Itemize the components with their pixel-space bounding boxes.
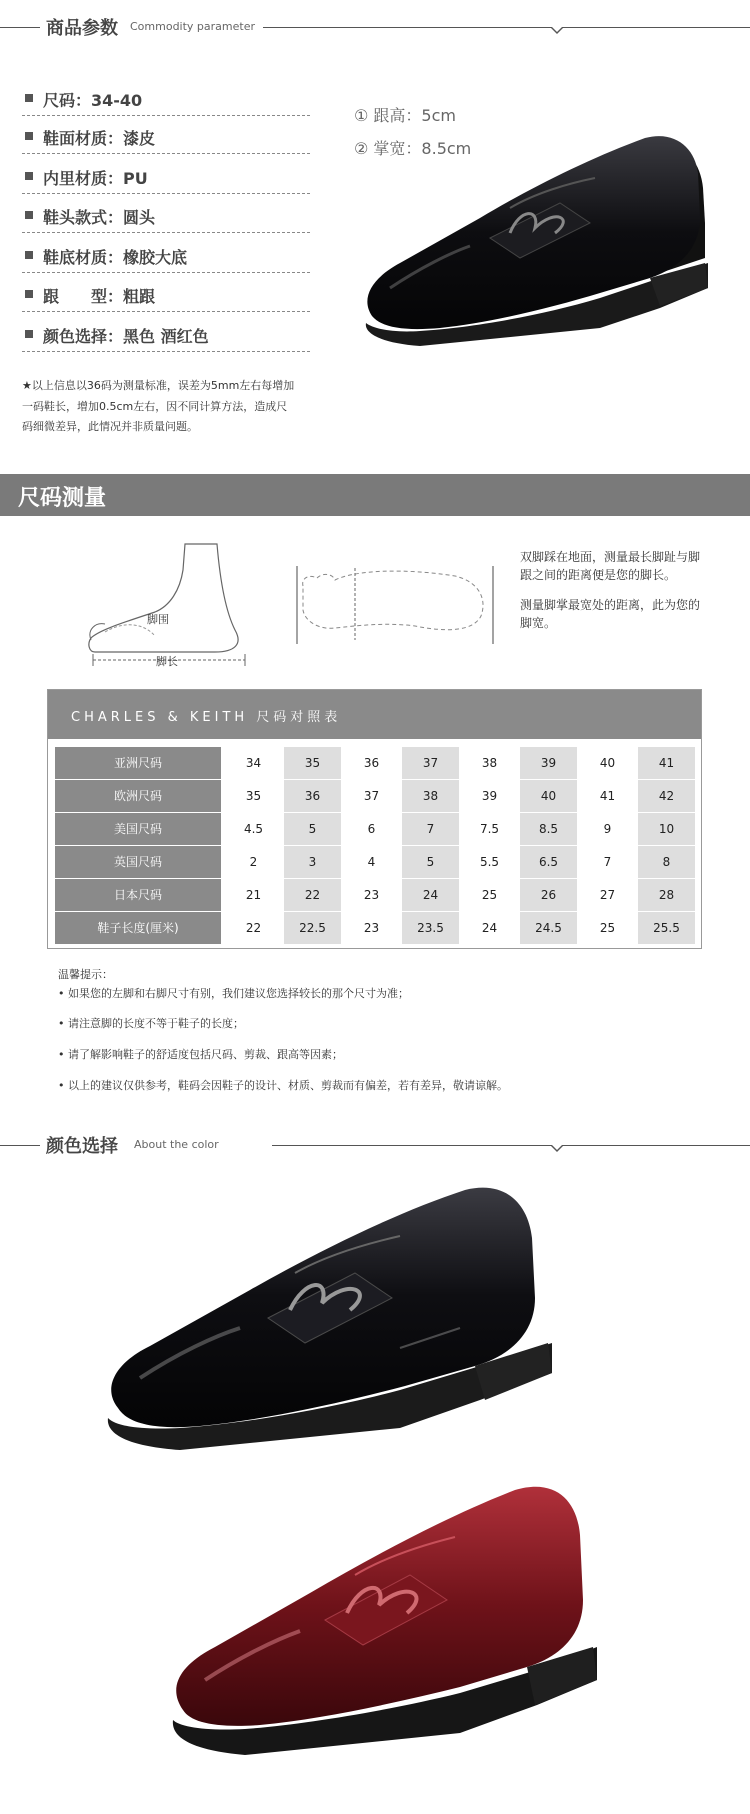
foot-side-diagram bbox=[85, 540, 260, 668]
bullet-square-icon bbox=[25, 290, 33, 298]
header-line-left bbox=[0, 1145, 40, 1146]
bullet-square-icon bbox=[25, 94, 33, 102]
param-sole-material: 鞋底材质：橡胶大底 bbox=[22, 241, 310, 273]
param-heel-type: 跟 型：粗跟 bbox=[22, 280, 310, 312]
header-line-right bbox=[263, 27, 750, 28]
wine-red-loafer-image bbox=[165, 1475, 605, 1795]
black-loafer-large-image bbox=[100, 1178, 560, 1488]
size-measure-banner bbox=[0, 474, 750, 516]
foot-length-instruction: 双脚踩在地面，测量最长脚趾与脚 跟之间的距离便是您的脚长。 bbox=[520, 550, 701, 582]
table-row: 美国尺码 4.5 5 6 7 7.5 8.5 9 10 bbox=[55, 813, 695, 845]
table-row: 欧洲尺码 35 36 37 38 39 40 41 42 bbox=[55, 780, 695, 812]
tip-item: • 以上的建议仅供参考，鞋码会因鞋子的设计、材质、剪裁而有偏差，若有差异，敬请谅解。 bbox=[58, 1079, 508, 1092]
params-subtitle: Commodity parameter bbox=[130, 20, 256, 33]
size-chart-table bbox=[47, 689, 702, 949]
measurement-note: ★以上信息以36码为测量标准，误差为5mm左右每增加 一码鞋长，增加0.5cm左右，因不同计算方法，造成尺 码细微差异，此情况并非质量问题。 bbox=[22, 379, 295, 433]
table-row: 鞋子长度(厘米) 22 22.5 23 23.5 24 24.5 25 25.5 bbox=[55, 912, 695, 944]
param-toe-style: 鞋头款式：圆头 bbox=[22, 201, 310, 233]
tip-item: • 如果您的左脚和右脚尺寸有别，我们建议您选择较长的那个尺寸为准； bbox=[58, 987, 409, 1000]
table-row: 英国尺码 2 3 4 5 5.5 6.5 7 8 bbox=[55, 846, 695, 878]
table-row: 日本尺码 21 22 23 24 25 26 27 28 bbox=[55, 879, 695, 911]
foot-girth-label: 脚围 bbox=[147, 613, 169, 626]
tip-item: • 请注意脚的长度不等于鞋子的长度； bbox=[58, 1017, 244, 1030]
bullet-square-icon bbox=[25, 251, 33, 259]
bullet-square-icon bbox=[25, 330, 33, 338]
sole-width: ② 掌宽：8.5cm bbox=[354, 139, 472, 158]
param-upper-material: 鞋面材质：漆皮 bbox=[22, 122, 310, 154]
tips-title: 温馨提示： bbox=[58, 968, 113, 981]
param-size: 尺码：34-40 bbox=[22, 84, 310, 116]
bullet-square-icon bbox=[25, 211, 33, 219]
param-colors: 颜色选择：黑色 酒红色 bbox=[22, 320, 310, 352]
table-row: 亚洲尺码 34 35 36 37 38 39 40 41 bbox=[55, 747, 695, 779]
foot-width-instruction: 测量脚掌最宽处的距离，此为您的 脚宽。 bbox=[520, 598, 701, 630]
color-section-header bbox=[0, 1122, 750, 1162]
foot-top-diagram bbox=[295, 560, 495, 650]
tip-item: • 请了解影响鞋子的舒适度包括尺码、剪裁、跟高等因素； bbox=[58, 1048, 343, 1061]
param-lining-material: 内里材质：PU bbox=[22, 162, 310, 194]
black-loafer-image bbox=[360, 128, 720, 378]
size-measure-title: 尺码测量 bbox=[18, 486, 107, 511]
bullet-square-icon bbox=[25, 172, 33, 180]
bullet-square-icon bbox=[25, 132, 33, 140]
size-chart-title: CHARLES & KEITH 尺码对照表 bbox=[71, 710, 342, 725]
size-chart-header bbox=[48, 690, 701, 739]
params-title: 商品参数 bbox=[46, 18, 118, 39]
params-section-header bbox=[0, 4, 750, 44]
heel-height: ① 跟高：5cm bbox=[354, 106, 456, 125]
color-subtitle: About the color bbox=[134, 1138, 219, 1151]
header-line-left bbox=[0, 27, 40, 28]
color-title: 颜色选择 bbox=[46, 1136, 118, 1157]
foot-length-label: 脚长 bbox=[156, 655, 178, 668]
header-line-right bbox=[272, 1145, 750, 1146]
